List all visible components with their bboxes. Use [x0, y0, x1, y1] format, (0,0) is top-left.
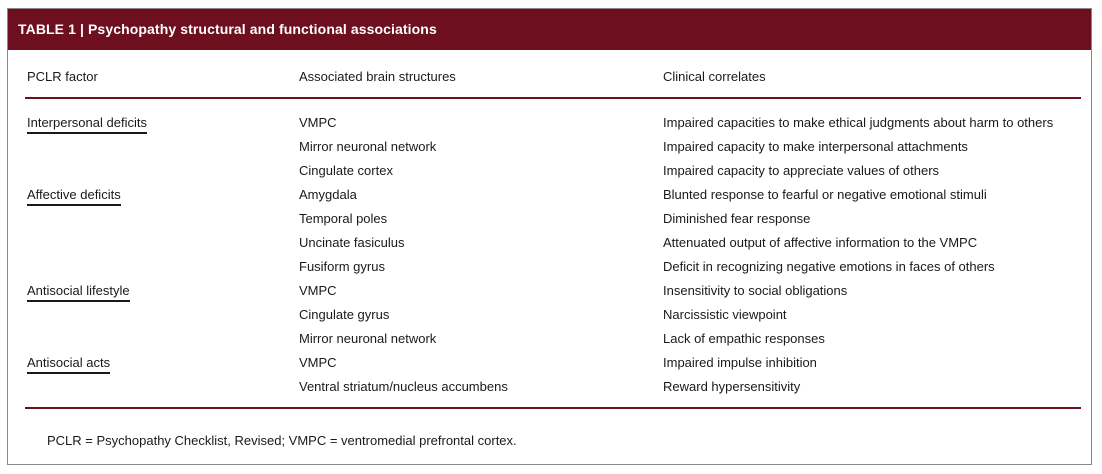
- row-correlate: Reward hypersensitivity: [663, 379, 801, 394]
- row-structure: Mirror neuronal network: [299, 139, 437, 154]
- row-correlate: Impaired impulse inhibition: [663, 355, 817, 370]
- row-structure: Cingulate cortex: [299, 163, 393, 178]
- row-correlate: Deficit in recognizing negative emotions in faces of others: [663, 259, 995, 274]
- row-correlate: Lack of empathic responses: [663, 331, 825, 346]
- header-clinical-correlates: Clinical correlates: [663, 69, 766, 84]
- row-correlate: Impaired capacity to make interpersonal attachments: [663, 139, 968, 154]
- row-factor-label: Antisocial lifestyle: [27, 283, 130, 298]
- row-factor-label: Antisocial acts: [27, 355, 111, 370]
- row-structure: Amygdala: [299, 187, 357, 202]
- row-factor: [27, 355, 110, 374]
- factor-underline: [27, 300, 130, 302]
- row-structure: VMPC: [299, 115, 337, 130]
- row-structure: Mirror neuronal network: [299, 331, 437, 346]
- row-structure: VMPC: [299, 355, 337, 370]
- row-structure: Uncinate fasiculus: [299, 235, 405, 250]
- row-structure: Temporal poles: [299, 211, 388, 226]
- row-structure: Fusiform gyrus: [299, 259, 385, 274]
- row-structure: VMPC: [299, 283, 337, 298]
- row-correlate: Diminished fear response: [663, 211, 811, 226]
- row-factor: [27, 115, 147, 134]
- row-correlate: Blunted response to fearful or negative emotional stimuli: [663, 187, 987, 202]
- header-pclr-factor: PCLR factor: [27, 69, 98, 84]
- row-factor-label: Affective deficits: [27, 187, 121, 202]
- row-correlate: Impaired capacities to make ethical judgments about harm to others: [663, 115, 1054, 130]
- footer-rule: [25, 407, 1081, 409]
- factor-underline: [27, 132, 147, 134]
- factor-underline: [27, 372, 110, 374]
- row-correlate: Insensitivity to social obligations: [663, 283, 848, 298]
- row-correlate: Narcissistic viewpoint: [663, 307, 787, 322]
- table-title: TABLE 1 | Psychopathy structural and functional associations: [18, 21, 437, 37]
- factor-underline: [27, 204, 121, 206]
- row-structure: Ventral striatum/nucleus accumbens: [299, 379, 508, 394]
- header-brain-structures: Associated brain structures: [299, 69, 456, 84]
- row-structure: Cingulate gyrus: [299, 307, 390, 322]
- row-factor: [27, 283, 130, 302]
- table-frame: [7, 8, 1092, 465]
- row-factor: [27, 187, 121, 206]
- row-correlate: Attenuated output of affective information to the VMPC: [663, 235, 978, 250]
- table-footnote: PCLR = Psychopathy Checklist, Revised; VMPC = ventromedial prefrontal cortex.: [47, 433, 517, 448]
- row-factor-label: Interpersonal deficits: [27, 115, 147, 130]
- header-rule: [25, 97, 1081, 99]
- row-correlate: Impaired capacity to appreciate values of others: [663, 163, 940, 178]
- table-title-bar: [8, 9, 1091, 50]
